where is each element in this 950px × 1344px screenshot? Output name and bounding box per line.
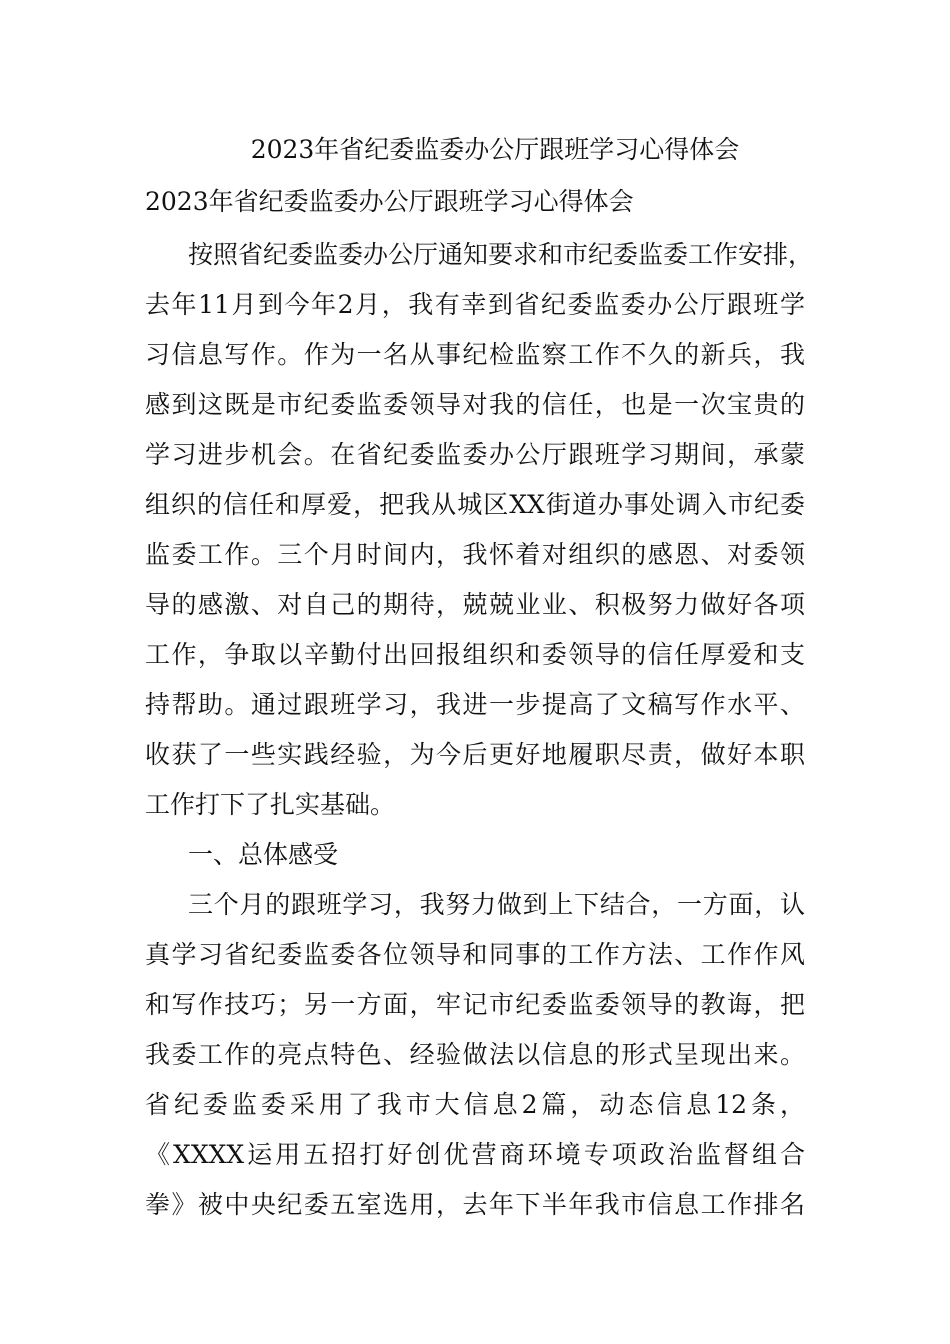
document-title: 2023年省纪委监委办公厅跟班学习心得体会 xyxy=(250,135,740,164)
paragraph-line: 真学习省纪委监委各位领导和同事的工作方法、工作作风 xyxy=(145,940,805,969)
paragraph-line: 三个月的跟班学习，我努力做到上下结合，一方面，认 xyxy=(188,890,805,919)
document-subtitle: 2023年省纪委监委办公厅跟班学习心得体会 xyxy=(145,187,634,216)
paragraph-line: 学习进步机会。在省纪委监委办公厅跟班学习期间，承蒙 xyxy=(145,440,805,469)
paragraph-line: 省纪委监委采用了我市大信息2篇，动态信息12条， xyxy=(145,1090,805,1119)
document-body xyxy=(145,130,814,1230)
paragraph-line: 持帮助。通过跟班学习，我进一步提高了文稿写作水平、 xyxy=(145,690,805,719)
paragraph-line: 收获了一些实践经验，为今后更好地履职尽责，做好本职 xyxy=(145,740,805,769)
paragraph-line: 感到这既是市纪委监委领导对我的信任，也是一次宝贵的 xyxy=(145,390,805,419)
paragraph-line: 组织的信任和厚爱，把我从城区XX街道办事处调入市纪委 xyxy=(145,490,805,519)
paragraph-line: 工作，争取以辛勤付出回报组织和委领导的信任厚爱和支 xyxy=(145,640,805,669)
paragraph-line: 去年11月到今年2月，我有幸到省纪委监委办公厅跟班学 xyxy=(145,290,805,319)
section-heading: 一、总体感受 xyxy=(188,840,339,869)
paragraph-summary xyxy=(145,880,805,1230)
paragraph-line: 导的感激、对自己的期待，兢兢业业、积极努力做好各项 xyxy=(145,590,805,619)
paragraph-line: 工作打下了扎实基础。 xyxy=(145,790,396,819)
paragraph-line: 拳》被中央纪委五室选用，去年下半年我市信息工作排名 xyxy=(145,1190,805,1219)
paragraph-line: 《XXXX运用五招打好创优营商环境专项政治监督组合 xyxy=(145,1140,805,1169)
paragraph-line: 监委工作。三个月时间内，我怀着对组织的感恩、对委领 xyxy=(145,540,805,569)
paragraph-intro xyxy=(145,230,814,830)
paragraph-line: 和写作技巧；另一方面，牢记市纪委监委领导的教诲，把 xyxy=(145,990,805,1019)
paragraph-line: 我委工作的亮点特色、经验做法以信息的形式呈现出来。 xyxy=(145,1040,805,1069)
paragraph-line: 按照省纪委监委办公厅通知要求和市纪委监委工作安排， xyxy=(188,240,814,269)
paragraph-line: 习信息写作。作为一名从事纪检监察工作不久的新兵，我 xyxy=(145,340,805,369)
